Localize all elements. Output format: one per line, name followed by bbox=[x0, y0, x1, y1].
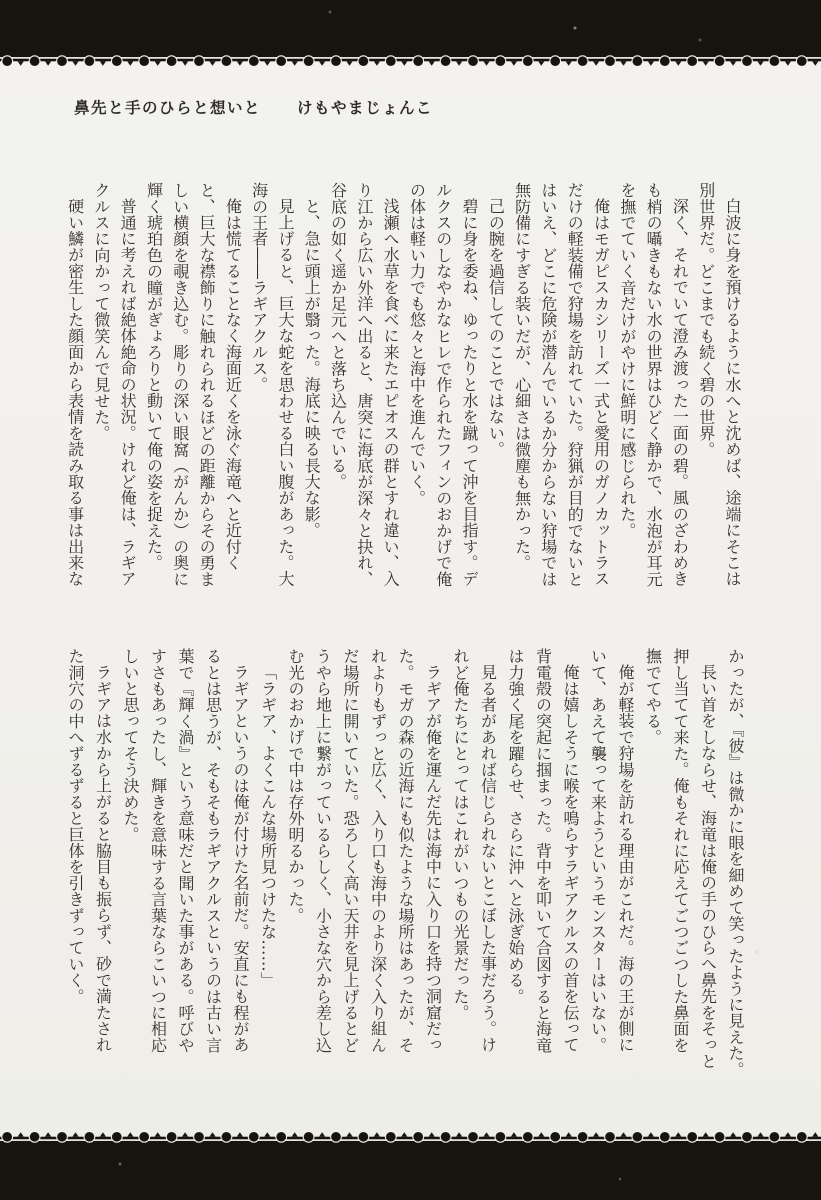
text-column: 押し当てて来た。俺もそれに応えてごつごつした鼻面を bbox=[671, 648, 690, 1053]
text-column: れど俺たちにとってはこれがいつもの光景だった。 bbox=[451, 648, 470, 1021]
text-column: れよりもずっと広く、入り口も海中のより深く入り組ん bbox=[368, 648, 388, 1053]
text-column: と、急に頭上が翳った。海底に映る長大な影。 bbox=[302, 198, 322, 539]
text-column: だ場所に開いていた。恐ろしく高い天井を見上げるとど bbox=[341, 648, 360, 1053]
text-column: すさもあったし、輝きを意味する言葉ならこいつに相応 bbox=[148, 648, 168, 1053]
text-column: 俺はモガピスカシリーズ一式と愛用のガノカットラス bbox=[591, 198, 611, 587]
text-column: しいと思ってそう決めた。 bbox=[121, 648, 140, 843]
lower-text-block bbox=[59, 648, 749, 1086]
top-border-band bbox=[0, 0, 821, 54]
text-column: 俺が軽装で狩場を訪れる理由がこれだ。海の王が側に bbox=[616, 664, 635, 1053]
text-column: 己の腕を過信してのことではない。 bbox=[486, 198, 506, 458]
text-column: しい横顔を覗き込む。彫りの深い眼窩（がんか）の奥に bbox=[170, 182, 190, 587]
text-column: 浅瀬へ水草を食べに来たエピオスの群とすれ違い、入 bbox=[381, 198, 401, 587]
text-column: 海の王者――ラギアクルス。 bbox=[249, 182, 269, 393]
text-column: 背電殻の突起に掴まった。背中を叩いて合図すると海竜 bbox=[533, 648, 553, 1053]
lace-edge-bottom-icon bbox=[0, 1128, 821, 1144]
text-column: は力強く尾を躍らせ、さらに沖へと泳ぎ始める。 bbox=[506, 648, 525, 1005]
text-column: 無防備にすぎる装いだが、心細さは微塵も無かった。 bbox=[512, 182, 532, 571]
text-column: はいえ、どこに危険が潜んでいるか分からない狩場では bbox=[538, 182, 558, 587]
text-column: 輝く琥珀色の瞳がぎょろりと動いて俺の姿を捉えた。 bbox=[144, 182, 164, 571]
text-column: 見る者があれば信じられないとこぼした事だろう。け bbox=[478, 664, 498, 1053]
author-name: けもやまじょんこ bbox=[297, 98, 434, 117]
header bbox=[74, 96, 433, 118]
text-column: 見上げると、巨大な蛇を思わせる白い腹があった。大 bbox=[275, 198, 295, 587]
text-column: 白波に身を預けるように水へと沈めば、途端にそこは bbox=[723, 198, 742, 587]
text-column: を撫でていく音だけがやけに鮮明に感じられた。 bbox=[617, 182, 637, 539]
text-column: 俺は嬉しそうに喉を鳴らすラギアクルスの首を伝って bbox=[561, 664, 580, 1053]
text-column: た洞穴の中へずるずると巨体を引きずっていく。 bbox=[66, 648, 85, 1005]
text-column: いて、あえて襲って来ようというモンスターはいない。 bbox=[588, 648, 608, 1053]
text-column: ルクスのしなやかなヒレで作られたフィンのおかげで俺 bbox=[433, 182, 453, 587]
text-column: 俺は慌てることなく海面近くを泳ぐ海竜へと近付く bbox=[223, 198, 243, 571]
text-column: 「ラギア、よくこんな場所見つけたな……」 bbox=[258, 664, 278, 988]
text-column: と、巨大な襟飾りに触れられるほどの距離からその勇ま bbox=[197, 182, 217, 587]
text-column: ラギアが俺を運んだ先は海中に入り口を持つ洞窟だっ bbox=[423, 664, 443, 1053]
text-column: クルスに向かって微笑んで見せた。 bbox=[91, 182, 111, 442]
text-column: 撫でてやる。 bbox=[643, 648, 663, 746]
bottom-border-band bbox=[0, 1144, 821, 1200]
upper-text-block bbox=[57, 182, 745, 590]
text-column: 硬い鱗が密生した顔面から表情を読み取る事は出来な bbox=[65, 198, 85, 587]
text-column: 長い首をしならせ、海竜は俺の手のひらへ鼻先をそっと bbox=[698, 664, 718, 1069]
text-column: 碧に身を委ね、ゆったりと水を蹴って沖を目指す。デ bbox=[460, 198, 480, 587]
text-column: り江から広い外洋へ出ると、唐突に海底が深々と抉れ、 bbox=[354, 182, 374, 587]
text-column: の体は軽い力でも悠々と海中を進んでいく。 bbox=[407, 182, 427, 506]
text-column: た。モガの森の近海にも似たような場所はあったが、そ bbox=[396, 648, 415, 1053]
text-column: 谷底の如く遥か足元へと落ち込んでいる。 bbox=[328, 182, 348, 490]
text-column: む光のおかげで中は存外明るかった。 bbox=[286, 648, 305, 924]
story-title: 鼻先と手のひらと想いと bbox=[74, 98, 262, 117]
lace-edge-top-icon bbox=[0, 54, 821, 70]
text-column: うやら地上に繋がっているらしく、小さな穴から差し込 bbox=[313, 648, 333, 1053]
text-column: だけの軽装備で狩場を訪れていた。狩猟が目的でないと bbox=[565, 182, 585, 587]
text-column: も梢の囁きもない水の世界はひどく静かで、水泡が耳元 bbox=[644, 182, 664, 587]
text-column: かったが、『彼』は微かに眼を細めて笑ったように見えた。 bbox=[726, 648, 745, 1078]
text-column: 葉で『輝く渦』という意味だと聞いた事がある。呼びや bbox=[176, 648, 195, 1053]
text-column: ラギアというのは俺が付けた名前だ。安直にも程があ bbox=[231, 664, 250, 1053]
text-column: 別世界だ。どこまでも続く碧の世界。 bbox=[696, 182, 716, 458]
text-column: るとは思うが、そもそもラギアクルスというのは古い言 bbox=[203, 648, 223, 1053]
text-column: 普通に考えれば絶体絶命の状況。けれど俺は、ラギア bbox=[118, 198, 138, 587]
text-column: ラギアは水から上がると脇目も振らず、砂で満たされ bbox=[93, 664, 113, 1053]
text-column: 深く、それでいて澄み渡った一面の碧。風のざわめき bbox=[670, 198, 690, 587]
